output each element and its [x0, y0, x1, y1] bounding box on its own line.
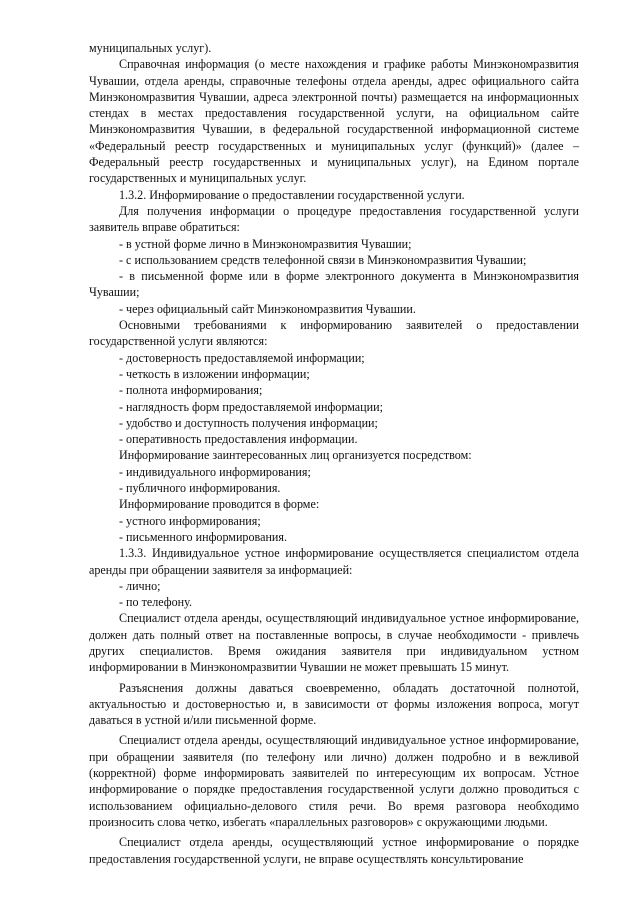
paragraph: Специалист отдела аренды, осуществляющий индивидуальное устное информирование, должен дать полный ответ на поставленные вопросы, в случае необходимости - привлечь других специалистов. Время ожидания заявителя при индивидуальном устном информировании в Минэкономразвитии Чувашии не может превышать 15 минут. — [89, 611, 579, 675]
list-item: - лично; — [119, 578, 161, 593]
paragraph: Для получения информации о процедуре предоставления государственной услуги заявитель вправе обратиться: — [89, 203, 579, 235]
paragraph: Специалист отдела аренды, осуществляющий устное информирование о порядке предоставления государственной услуги, не вправе осуществлять консультирование — [89, 835, 579, 866]
list-item: - с использованием средств телефонной связи в Минэкономразвития Чувашии; — [119, 252, 527, 267]
section-heading: 1.3.3. Индивидуальное устное информирование осуществляется специалистом отдела аренды при обращении заявителя за информацией: — [89, 546, 579, 577]
list-item: - полнота информирования; — [119, 383, 263, 398]
paragraph: Справочная информация (о месте нахождения и графике работы Минэкономразвития Чувашии, отдела аренды, справочные телефоны отдела аренды, адрес официального сайта Минэкономразвития Чувашии, адреса электронной почты) размещается на информационных стендах в местах предоставления государственной услуги, на официальном сайте Минэкономразвития Чувашии, в федеральной государственной информационной системе «Федеральный реестр государственных и муниципальных услуг (функций)» (далее – Федеральный реестр государственных и муниципальных услуг), на Едином портале государственных и муниципальных услуг. — [89, 57, 579, 186]
list-item: - по телефону. — [119, 595, 193, 610]
list-item: - удобство и доступность получения информации; — [119, 415, 378, 430]
paragraph: муниципальных услуг). — [89, 41, 212, 55]
list-item: - публичного информирования. — [119, 481, 281, 496]
paragraph: Информирование заинтересованных лиц организуется посредством: — [119, 448, 472, 463]
list-item: - оперативность предоставления информации. — [119, 432, 358, 447]
paragraph: Информирование проводится в форме: — [119, 497, 320, 512]
list-item: - через официальный сайт Минэкономразвития Чувашии. — [119, 301, 416, 316]
list-item: - четкость в изложении информации; — [119, 366, 310, 381]
paragraph: Основными требованиями к информированию заявителей о предоставлении государственной услуги являются: — [89, 318, 579, 349]
section-heading: 1.3.2. Информирование о предоставлении государственной услуги. — [119, 187, 465, 202]
list-item: - индивидуального информирования; — [119, 464, 311, 479]
list-item: - устного информирования; — [119, 513, 261, 528]
paragraph: Разъяснения должны даваться своевременно, обладать достаточной полнотой, актуальностью и достоверностью и, в зависимости от формы изложения вопроса, могут даваться в устной и/или письменной форме. — [89, 680, 579, 728]
list-item: - в устной форме лично в Минэкономразвития Чувашии; — [119, 236, 412, 251]
document-page — [89, 40, 579, 867]
list-item: - достоверность предоставляемой информации; — [119, 350, 365, 365]
list-item: - в письменной форме или в форме электронного документа в Минэкономразвития Чувашии; — [89, 269, 579, 300]
paragraph: Специалист отдела аренды, осуществляющий индивидуальное устное информирование, при обращении заявителя (по телефону или лично) должен подробно и в вежливой (корректной) форме информировать заявителей по интересующим их вопросам. Устное информирование о порядке предоставления государственной услуги должно проводиться с использованием официально-делового стиля речи. Во время разговора необходимо произносить слова четко, избегать «параллельных разговоров» с окружающими людьми. — [89, 733, 579, 829]
list-item: - наглядность форм предоставляемой информации; — [119, 399, 383, 414]
list-item: - письменного информирования. — [119, 529, 287, 544]
